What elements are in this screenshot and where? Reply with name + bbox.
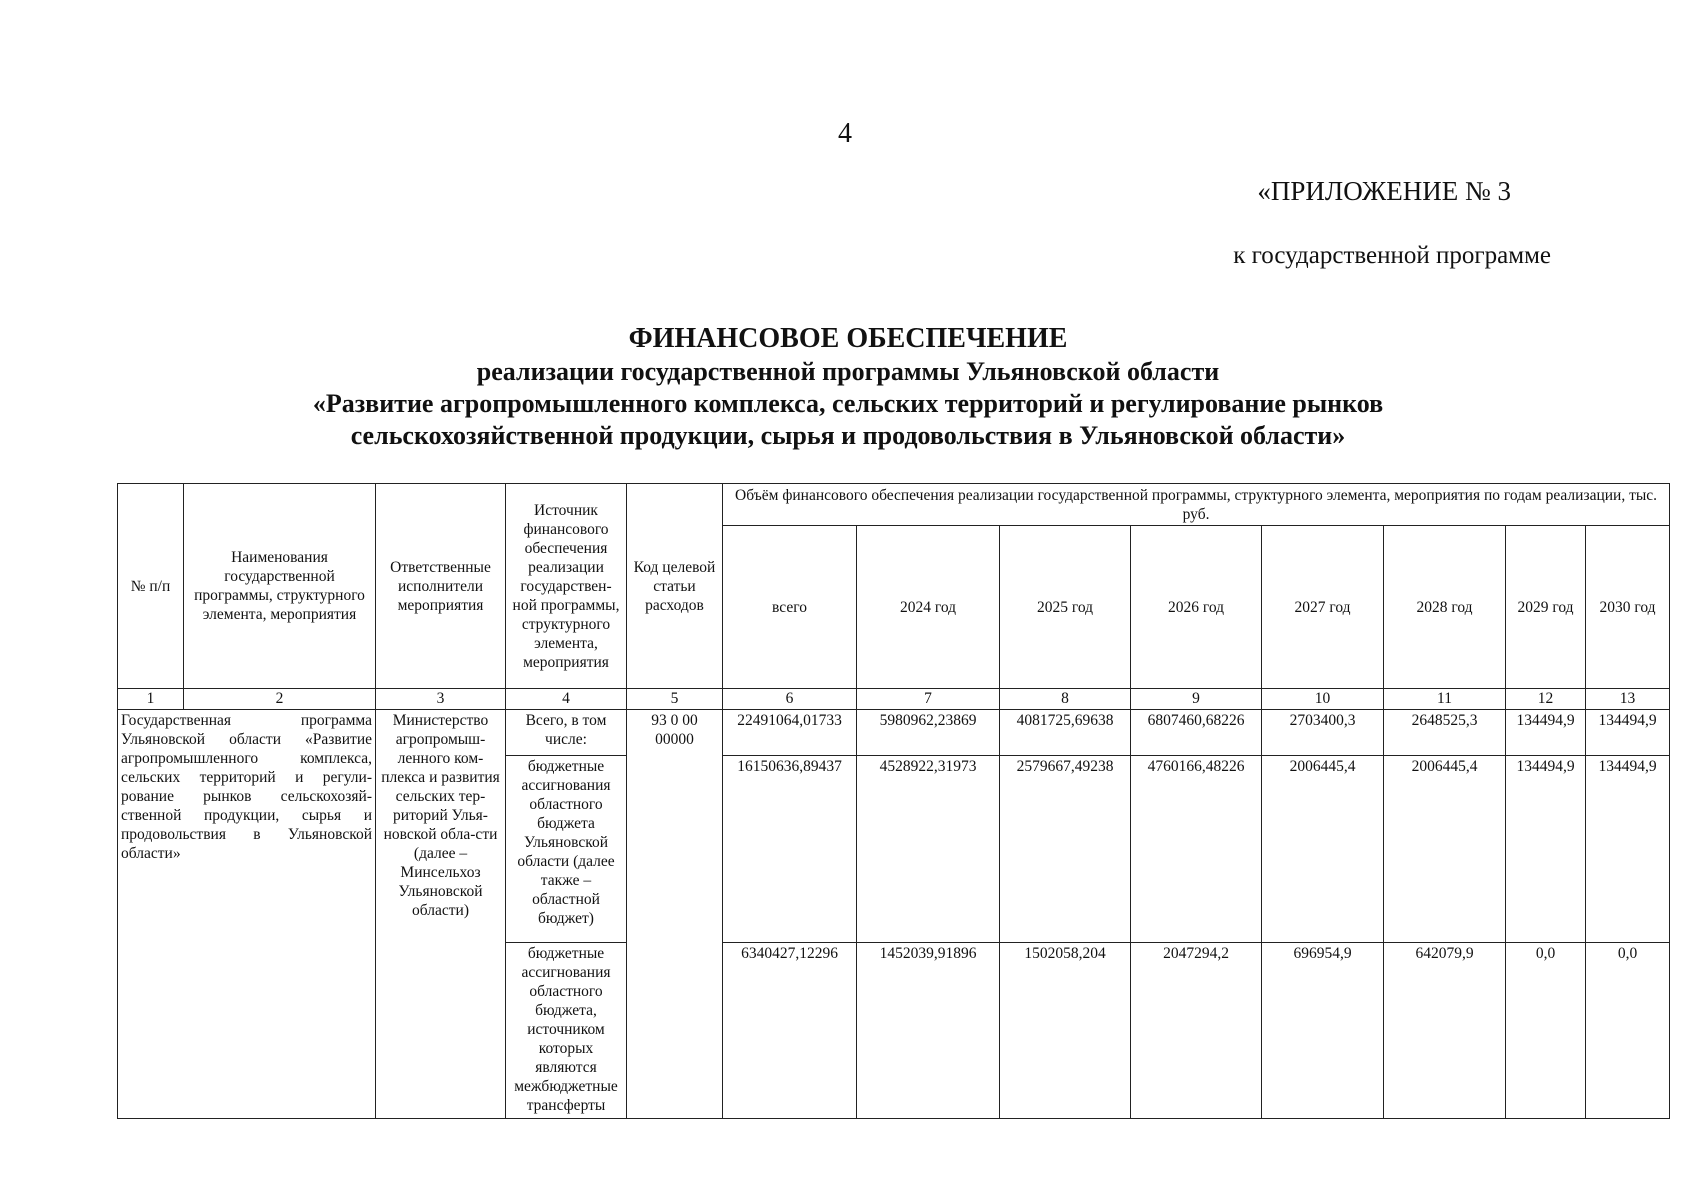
- column-number: 1: [118, 689, 184, 710]
- value-2027: 2703400,3: [1262, 710, 1384, 756]
- heading-line-3: «Развитие агропромышленного комплекса, сельских территорий и регулирование рынков: [312, 389, 1384, 418]
- header-name: Наименования государственной программы, структурного элемента, мероприятия: [184, 484, 376, 689]
- value-2026: 4760166,48226: [1131, 756, 1262, 943]
- value-2029: 0,0: [1506, 943, 1586, 1119]
- column-number: 6: [723, 689, 857, 710]
- header-total: всего: [723, 526, 857, 689]
- column-number: 12: [1506, 689, 1586, 710]
- value-2025: 2579667,49238: [1000, 756, 1131, 943]
- header-num: № п/п: [118, 484, 184, 689]
- value-2026: 2047294,2: [1131, 943, 1262, 1119]
- table-row: [118, 710, 1670, 756]
- column-number: 4: [506, 689, 627, 710]
- value-2028: 2006445,4: [1384, 756, 1506, 943]
- value-2030: 134494,9: [1586, 710, 1670, 756]
- value-2024: 4528922,31973: [857, 756, 1000, 943]
- header-2027: 2027 год: [1262, 526, 1384, 689]
- value-total: 22491064,01733: [723, 710, 857, 756]
- header-2024: 2024 год: [857, 526, 1000, 689]
- value-2024: 5980962,23869: [857, 710, 1000, 756]
- value-total: 16150636,89437: [723, 756, 857, 943]
- source-cell: бюджетные ассигнования областного бюджета Ульяновской области (далее также – областной бюджет): [506, 756, 627, 943]
- program-name: Государственная программа Ульяновской области «Развитие агропромышленного комплекса, сельских территорий и регули-рование рынков сельскохозяй-ственной продукции, сырья и продовольствия в Ульяновской области»: [118, 710, 376, 1119]
- value-2025: 1502058,204: [1000, 943, 1131, 1119]
- value-2030: 134494,9: [1586, 756, 1670, 943]
- value-2028: 642079,9: [1384, 943, 1506, 1119]
- column-number-row: [118, 689, 1670, 710]
- value-2026: 6807460,68226: [1131, 710, 1262, 756]
- header-2030: 2030 год: [1586, 526, 1670, 689]
- value-total: 6340427,12296: [723, 943, 857, 1119]
- column-number: 13: [1586, 689, 1670, 710]
- value-2028: 2648525,3: [1384, 710, 1506, 756]
- value-2029: 134494,9: [1506, 756, 1586, 943]
- column-number: 8: [1000, 689, 1131, 710]
- program-executor: Министерство агропромыш-ленного ком-плекса и развития сельских тер-риторий Улья-новской обла-сти (далее – Минсельхоз Ульяновской области): [376, 710, 506, 1119]
- document-heading: [0, 322, 1696, 452]
- value-2027: 2006445,4: [1262, 756, 1384, 943]
- column-number: 11: [1384, 689, 1506, 710]
- heading-line-1: ФИНАНСОВОЕ ОБЕСПЕЧЕНИЕ: [628, 323, 1068, 354]
- column-number: 9: [1131, 689, 1262, 710]
- heading-line-2: реализации государственной программы Ульяновской области: [476, 357, 1220, 386]
- value-2024: 1452039,91896: [857, 943, 1000, 1119]
- financing-table: [117, 483, 1670, 1119]
- header-2028: 2028 год: [1384, 526, 1506, 689]
- header-2029: 2029 год: [1506, 526, 1586, 689]
- source-cell: Всего, в том числе:: [506, 710, 627, 756]
- column-number: 5: [627, 689, 723, 710]
- source-cell: бюджетные ассигнования областного бюджета, источником которых являются межбюджетные трансферты: [506, 943, 627, 1119]
- header-source: Источник финансового обеспечения реализации государствен-ной программы, структурного элемента, мероприятия: [506, 484, 627, 689]
- header-2026: 2026 год: [1131, 526, 1262, 689]
- appendix-title: «ПРИЛОЖЕНИЕ № 3: [1257, 176, 1511, 206]
- value-2025: 4081725,69638: [1000, 710, 1131, 756]
- value-2030: 0,0: [1586, 943, 1670, 1119]
- column-number: 3: [376, 689, 506, 710]
- page-number: 4: [838, 118, 852, 149]
- column-number: 2: [184, 689, 376, 710]
- column-number: 7: [857, 689, 1000, 710]
- header-2025: 2025 год: [1000, 526, 1131, 689]
- program-code: 93 0 00 00000: [627, 710, 723, 1119]
- value-2029: 134494,9: [1506, 710, 1586, 756]
- value-2027: 696954,9: [1262, 943, 1384, 1119]
- header-executor: Ответственные исполнители мероприятия: [376, 484, 506, 689]
- header-code: Код целевой статьи расходов: [627, 484, 723, 689]
- header-volume: Объём финансового обеспечения реализации государственной программы, структурного элемента, мероприятия по годам реализации, тыс. руб.: [723, 484, 1670, 526]
- heading-line-4: сельскохозяйственной продукции, сырья и продовольствия в Ульяновской области»: [350, 421, 1346, 450]
- column-number: 10: [1262, 689, 1384, 710]
- appendix-subtitle: к государственной программе: [1233, 242, 1551, 269]
